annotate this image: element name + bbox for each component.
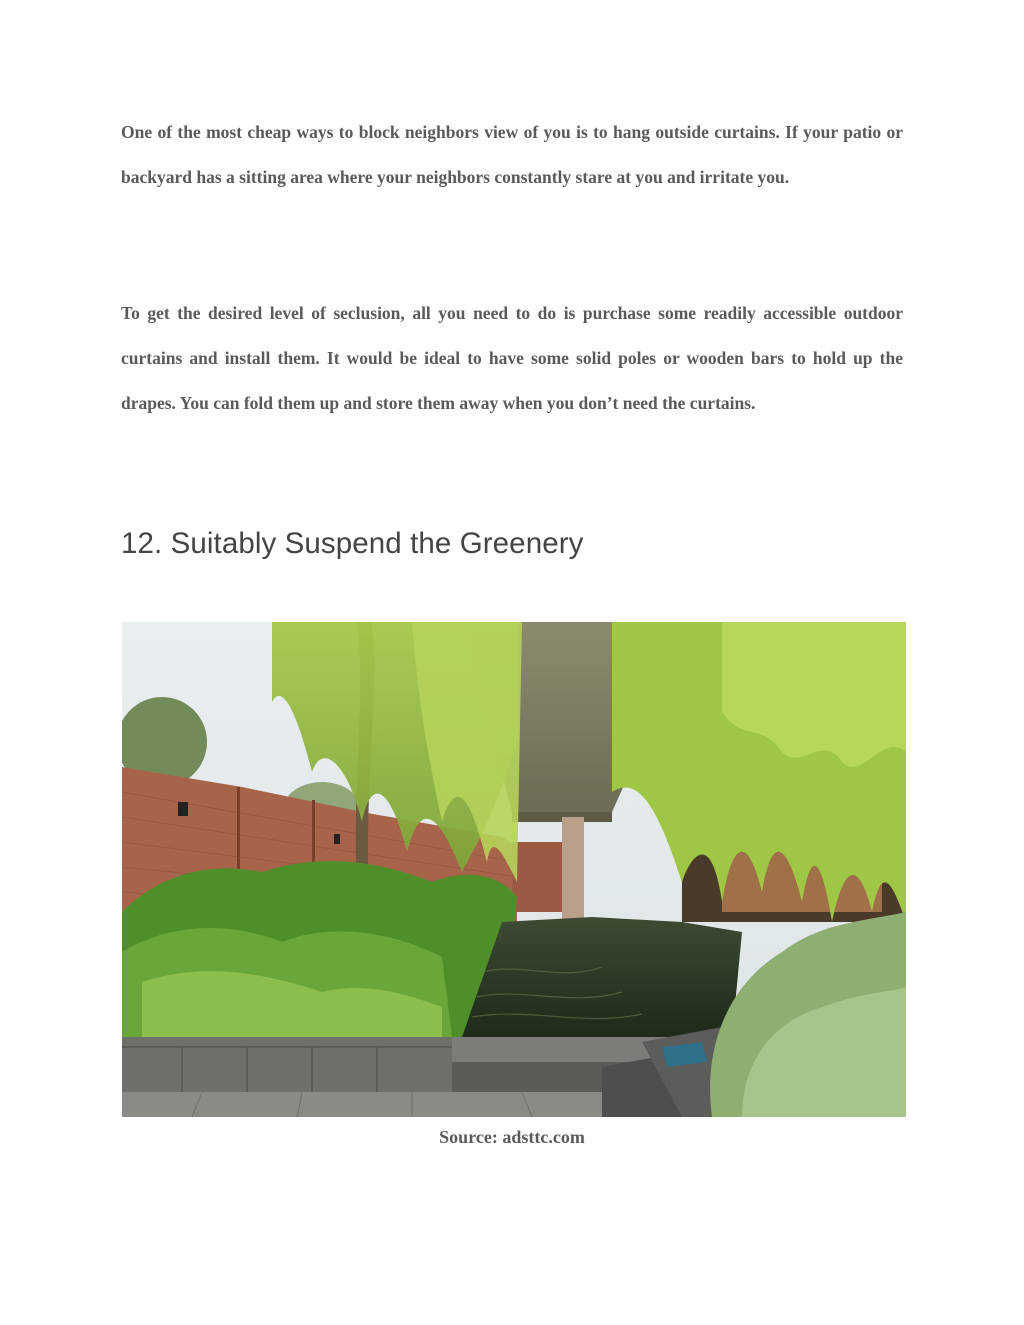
body-paragraph-curtains-intro: One of the most cheap ways to block neighbors view of you is to hang outside curtains. If your patio or backyard has a sitting area where your neighbors constantly stare at you and irritate you. — [121, 122, 903, 187]
section-heading: 12. Suitably Suspend the Greenery — [121, 527, 584, 560]
body-paragraph-curtains-install: To get the desired level of seclusion, all you need to do is purchase some readily accessible outdoor curtains and install them. It would be ideal to have some solid poles or wooden bars to hold up the drapes. You can fold them up and store them away when you don’t need the curtains. — [121, 303, 903, 413]
garden-photo — [122, 622, 906, 1117]
figure-caption: Source: adsttc.com — [439, 1127, 585, 1147]
